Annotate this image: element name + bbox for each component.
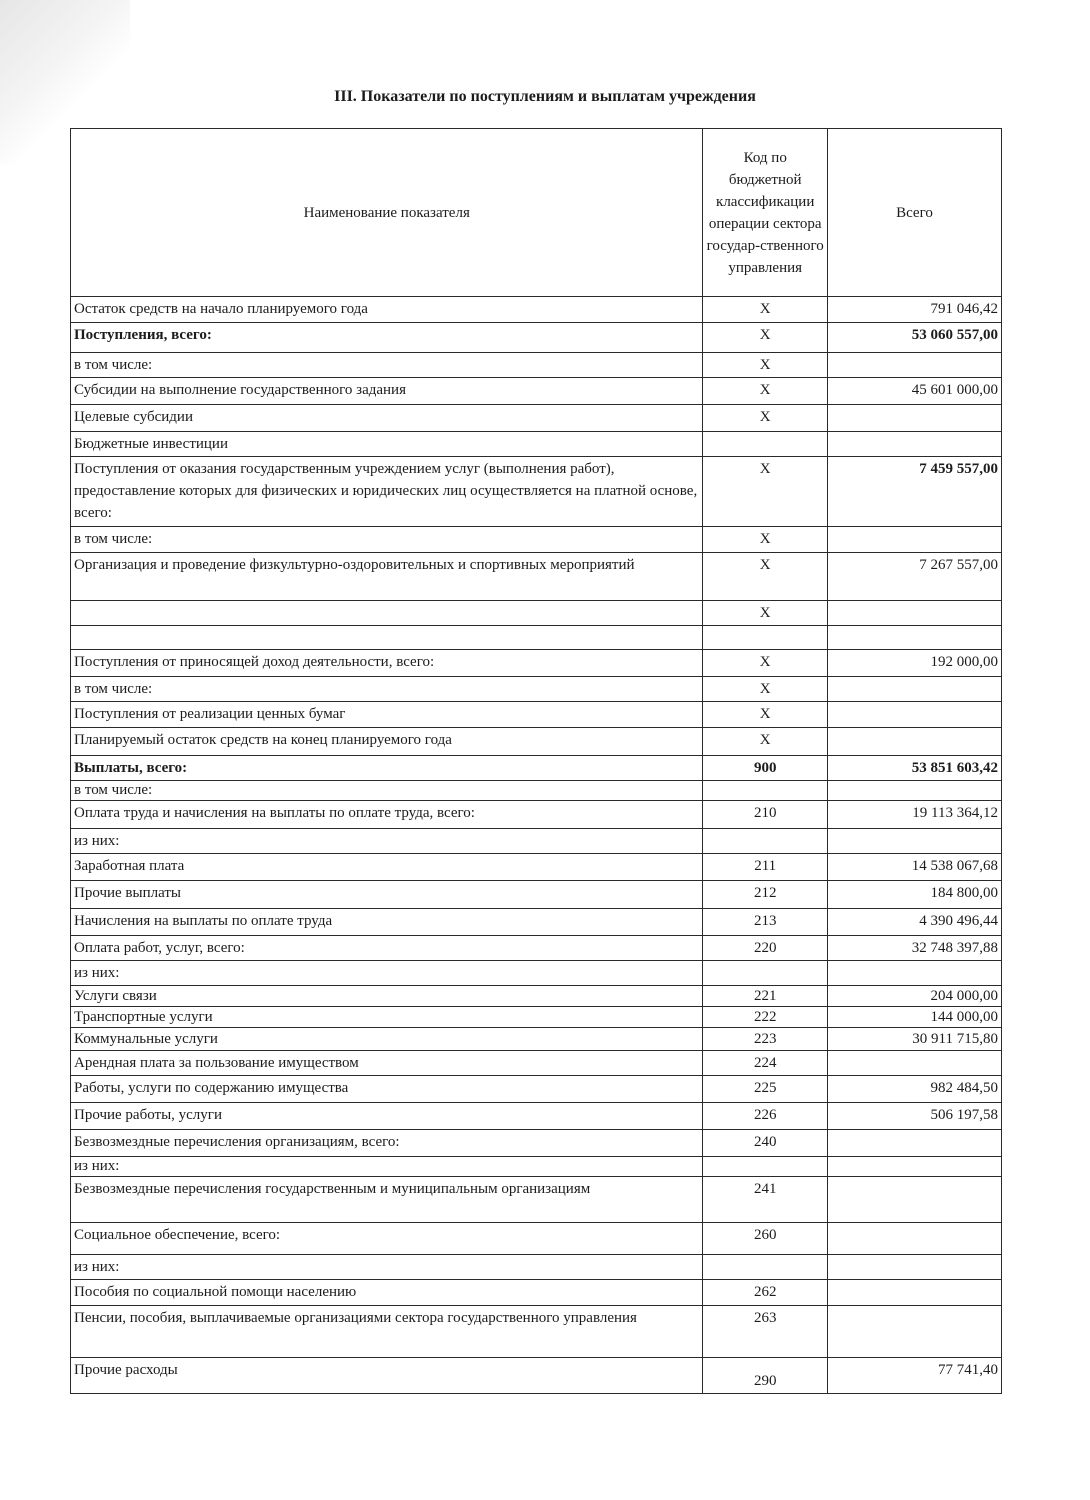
row-total: 7 267 557,00 [827, 553, 1001, 601]
row-total [827, 432, 1001, 457]
row-total: 77 741,40 [827, 1358, 1001, 1394]
table-row [71, 432, 1002, 457]
row-code: 226 [703, 1103, 827, 1130]
table-row [71, 1051, 1002, 1076]
table-row [71, 728, 1002, 756]
row-code [703, 432, 827, 457]
row-name: Арендная плата за пользование имуществом [71, 1051, 703, 1076]
row-name: Поступления от оказания государственным учреждением услуг (выполнения работ), предоставление которых для физических и юридических лиц осуществляется на платной основе, всего: [71, 457, 703, 527]
row-total [827, 728, 1001, 756]
row-code: 290 [703, 1358, 827, 1394]
table-row [71, 1280, 1002, 1306]
row-code: Х [703, 405, 827, 432]
row-total: 32 748 397,88 [827, 936, 1001, 961]
row-code: 223 [703, 1028, 827, 1051]
table-row [71, 1255, 1002, 1280]
row-total [827, 1280, 1001, 1306]
table-row [71, 1223, 1002, 1255]
row-name: в том числе: [71, 353, 703, 378]
row-name: Прочие работы, услуги [71, 1103, 703, 1130]
page-title: III. Показатели по поступлениям и выплатам учреждения [334, 88, 756, 105]
table-row [71, 457, 1002, 527]
row-name: в том числе: [71, 781, 703, 801]
table-row [71, 1007, 1002, 1028]
table-row [71, 881, 1002, 909]
table-row [71, 854, 1002, 881]
row-code [703, 961, 827, 986]
row-name: Услуги связи [71, 986, 703, 1007]
table-row [71, 756, 1002, 781]
row-total [827, 1130, 1001, 1157]
table-row [71, 801, 1002, 829]
table-row [71, 961, 1002, 986]
table-row [71, 601, 1002, 626]
row-total [827, 1223, 1001, 1255]
row-name: Выплаты, всего: [71, 756, 703, 781]
table-row [71, 1157, 1002, 1177]
row-total [827, 1177, 1001, 1223]
row-code: Х [703, 297, 827, 323]
row-name: Планируемый остаток средств на конец планируемого года [71, 728, 703, 756]
table-row [71, 378, 1002, 405]
row-code: Х [703, 457, 827, 527]
row-code [703, 1255, 827, 1280]
row-name: Целевые субсидии [71, 405, 703, 432]
table-row [71, 1076, 1002, 1103]
table-row [71, 626, 1002, 650]
row-total: 30 911 715,80 [827, 1028, 1001, 1051]
row-total: 204 000,00 [827, 986, 1001, 1007]
row-name: Работы, услуги по содержанию имущества [71, 1076, 703, 1103]
row-name: Поступления от приносящей доход деятельности, всего: [71, 650, 703, 677]
row-name: Транспортные услуги [71, 1007, 703, 1028]
row-code: Х [703, 527, 827, 553]
table-header-row [71, 129, 1002, 297]
table-row [71, 677, 1002, 702]
row-code: 222 [703, 1007, 827, 1028]
row-name: Коммунальные услуги [71, 1028, 703, 1051]
row-code: 225 [703, 1076, 827, 1103]
table-row [71, 323, 1002, 353]
row-total: 506 197,58 [827, 1103, 1001, 1130]
row-name: Пенсии, пособия, выплачиваемые организациями сектора государственного управления [71, 1306, 703, 1358]
row-name: из них: [71, 829, 703, 854]
row-total [827, 527, 1001, 553]
row-name: Заработная плата [71, 854, 703, 881]
row-total [827, 677, 1001, 702]
row-name [71, 601, 703, 626]
row-name: Поступления от реализации ценных бумаг [71, 702, 703, 728]
row-name: Прочие выплаты [71, 881, 703, 909]
row-total [827, 405, 1001, 432]
row-name: Безвозмездные перечисления государственным и муниципальным организациям [71, 1177, 703, 1223]
row-code: 263 [703, 1306, 827, 1358]
row-name: из них: [71, 1157, 703, 1177]
row-code: 213 [703, 909, 827, 936]
row-code: Х [703, 601, 827, 626]
table-row [71, 650, 1002, 677]
row-total: 7 459 557,00 [827, 457, 1001, 527]
row-name: Начисления на выплаты по оплате труда [71, 909, 703, 936]
row-total [827, 1051, 1001, 1076]
row-name: Безвозмездные перечисления организациям, всего: [71, 1130, 703, 1157]
row-total: 4 390 496,44 [827, 909, 1001, 936]
row-total: 45 601 000,00 [827, 378, 1001, 405]
row-total [827, 1306, 1001, 1358]
row-total [827, 626, 1001, 650]
table-row [71, 829, 1002, 854]
row-name: Прочие расходы [71, 1358, 703, 1394]
table-row [71, 1306, 1002, 1358]
row-code: Х [703, 323, 827, 353]
table-row [71, 909, 1002, 936]
row-total [827, 961, 1001, 986]
row-name: Оплата работ, услуг, всего: [71, 936, 703, 961]
row-code: 212 [703, 881, 827, 909]
row-code: 260 [703, 1223, 827, 1255]
row-total: 791 046,42 [827, 297, 1001, 323]
table-row [71, 936, 1002, 961]
table-row [71, 986, 1002, 1007]
table-row [71, 781, 1002, 801]
row-code: Х [703, 553, 827, 601]
row-code: Х [703, 728, 827, 756]
row-total: 14 538 067,68 [827, 854, 1001, 881]
table-row [71, 1177, 1002, 1223]
row-total: 53 060 557,00 [827, 323, 1001, 353]
row-name: Поступления, всего: [71, 323, 703, 353]
row-total [827, 353, 1001, 378]
row-code [703, 626, 827, 650]
row-total: 192 000,00 [827, 650, 1001, 677]
header-total: Всего [827, 129, 1001, 297]
header-code: Код по бюджетной классификации операции сектора государ-ственного управления [703, 129, 827, 297]
row-code: 221 [703, 986, 827, 1007]
row-code [703, 781, 827, 801]
table-row [71, 1103, 1002, 1130]
table-row [71, 553, 1002, 601]
row-total: 184 800,00 [827, 881, 1001, 909]
row-total [827, 1255, 1001, 1280]
table-row [71, 702, 1002, 728]
row-code: 241 [703, 1177, 827, 1223]
row-total: 144 000,00 [827, 1007, 1001, 1028]
table-row [71, 1358, 1002, 1394]
row-code: 220 [703, 936, 827, 961]
row-name: в том числе: [71, 677, 703, 702]
row-total [827, 1157, 1001, 1177]
row-total [827, 829, 1001, 854]
row-name: Социальное обеспечение, всего: [71, 1223, 703, 1255]
row-total: 53 851 603,42 [827, 756, 1001, 781]
row-name: Субсидии на выполнение государственного задания [71, 378, 703, 405]
row-name [71, 626, 703, 650]
row-name: Пособия по социальной помощи населению [71, 1280, 703, 1306]
report-table [70, 128, 1002, 1394]
row-name: Оплата труда и начисления на выплаты по оплате труда, всего: [71, 801, 703, 829]
row-code: 262 [703, 1280, 827, 1306]
row-name: в том числе: [71, 527, 703, 553]
row-code: Х [703, 650, 827, 677]
table-row [71, 1130, 1002, 1157]
header-name: Наименование показателя [71, 129, 703, 297]
row-total [827, 781, 1001, 801]
row-code: 211 [703, 854, 827, 881]
row-name: Организация и проведение физкультурно-оздоровительных и спортивных мероприятий [71, 553, 703, 601]
row-code [703, 1157, 827, 1177]
row-total: 982 484,50 [827, 1076, 1001, 1103]
row-total [827, 601, 1001, 626]
row-code: Х [703, 378, 827, 405]
row-name: из них: [71, 961, 703, 986]
row-code: 900 [703, 756, 827, 781]
row-code: 210 [703, 801, 827, 829]
row-code [703, 829, 827, 854]
row-code: 224 [703, 1051, 827, 1076]
row-code: 240 [703, 1130, 827, 1157]
row-name: Остаток средств на начало планируемого года [71, 297, 703, 323]
table-row [71, 297, 1002, 323]
row-code: Х [703, 353, 827, 378]
row-name: Бюджетные инвестиции [71, 432, 703, 457]
row-name: из них: [71, 1255, 703, 1280]
table-row [71, 1028, 1002, 1051]
row-total [827, 702, 1001, 728]
row-total: 19 113 364,12 [827, 801, 1001, 829]
table-row [71, 405, 1002, 432]
row-code: Х [703, 702, 827, 728]
table-row [71, 353, 1002, 378]
table-row [71, 527, 1002, 553]
row-code: Х [703, 677, 827, 702]
